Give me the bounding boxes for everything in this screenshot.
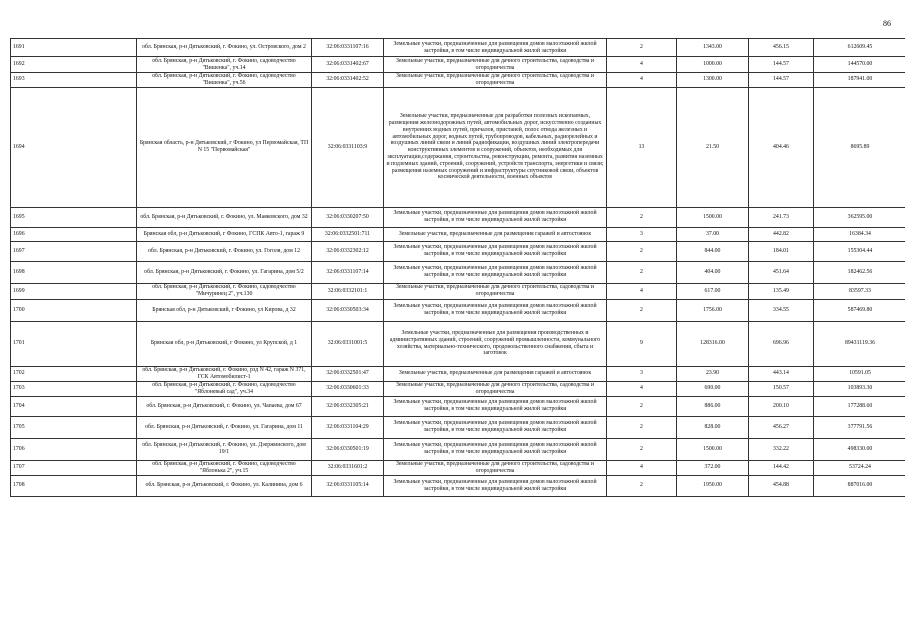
cell-specific-value: 404.46 — [749, 87, 814, 207]
table-row — [11, 73, 905, 88]
cell-permitted-use: Земельные участки, предназначенные для размещения домов малоэтажной жилой застройки, в том числе индивидуальной жилой застройки — [384, 438, 607, 460]
table-row — [11, 39, 905, 57]
table-row — [11, 381, 905, 396]
table-row — [11, 366, 905, 381]
cell-id: 1702 — [11, 366, 137, 381]
cell-category: 3 — [607, 227, 677, 241]
cell-cadastral-number: 32:06:0332501:47 — [312, 366, 384, 381]
cell-id: 1703 — [11, 381, 137, 396]
cell-permitted-use: Земельные участки, предназначенные для дачного строительства, садоводства и огородничества — [384, 460, 607, 475]
cell-id: 1705 — [11, 416, 137, 438]
cell-cadastral-number: 32:06:0331105:14 — [312, 475, 384, 496]
cell-permitted-use: Земельные участки, предназначенные для размещения домов малоэтажной жилой застройки, в том числе индивидуальной жилой застройки — [384, 261, 607, 283]
cell-area: 128316.00 — [677, 321, 749, 366]
cell-address: обл. Брянская, р-н Дятьковский, г. Фокино, садоводчество "Вишенка", уч.56 — [137, 73, 312, 88]
cell-permitted-use: Земельные участки, предназначенные для размещения домов малоэтажной жилой застройки, в том числе индивидуальной жилой застройки — [384, 241, 607, 261]
cell-permitted-use: Земельные участки, предназначенные для размещения домов малоэтажной жилой застройки, в том числе индивидуальной жилой застройки — [384, 475, 607, 496]
cell-category: 2 — [607, 396, 677, 416]
table-row — [11, 396, 905, 416]
cell-id: 1692 — [11, 57, 137, 73]
cell-area: 21.50 — [677, 87, 749, 207]
cell-id: 1701 — [11, 321, 137, 366]
cell-specific-value: 184.01 — [749, 241, 814, 261]
cell-address: Брянская область, р-н Дятьковский, г Фокино, ул Первомайская, ТП N 15 "Первомайская" — [137, 87, 312, 207]
cell-area: 828.00 — [677, 416, 749, 438]
cell-area: 1756.00 — [677, 299, 749, 321]
cell-permitted-use: Земельные участки, предназначенные для размещения гаражей и автостоянок — [384, 366, 607, 381]
table-row — [11, 460, 905, 475]
table-row — [11, 207, 905, 227]
cell-address: обл. Брянская, р-н Дятьковский, г. Фокино, ул. Гоголя, дом 12 — [137, 241, 312, 261]
cell-cadastral-value: 587469.80 — [814, 299, 905, 321]
cell-area: 1000.00 — [677, 57, 749, 73]
cell-cadastral-number: 32:06:0331402:67 — [312, 57, 384, 73]
cell-id: 1700 — [11, 299, 137, 321]
cell-cadastral-value: 144570.00 — [814, 57, 905, 73]
cell-id: 1699 — [11, 283, 137, 299]
cell-cadastral-value: 10591.05 — [814, 366, 905, 381]
cell-permitted-use: Земельные участки, предназначенные для разработки полезных ископаемых, размещения железнодорожных путей, автомобильных дорог, искусственно созданных внутренних водных путей, причалов, пристаней, полос отвода железных и автомобильных дорог, водных путей, трубопроводов, кабельных, радиорелейных и воздушных линий связи и линий радиофикации, воздушных линий электропередачи конструктивных элементов и сооружений, объектов, необходимых для эксплуатации,содержания, строительства, реконструкции, ремонта, развития наземных и подземных зданий, строений, сооружений, устройств транспорта, энергетики и связи; размещения наземных сооружений и инфраструктуры спутниковой связи, объектов космической деятельности, военных объектов — [384, 87, 607, 207]
cell-cadastral-number: 32:06:0331601:2 — [312, 460, 384, 475]
table-row — [11, 57, 905, 73]
cell-cadastral-value: 103893.30 — [814, 381, 905, 396]
cell-address: обл. Брянская, р-н Дятьковский, г. Фокино, ул. Чапаева, дом 67 — [137, 396, 312, 416]
cell-category: 2 — [607, 39, 677, 57]
cell-cadastral-value: 53724.24 — [814, 460, 905, 475]
cell-area: 1500.00 — [677, 207, 749, 227]
cell-category: 3 — [607, 366, 677, 381]
cell-cadastral-number: 32:06:0330601:33 — [312, 381, 384, 396]
cell-specific-value: 442.82 — [749, 227, 814, 241]
cell-specific-value: 150.57 — [749, 381, 814, 396]
cell-address: Брянская обл, р-н Дятьковский, г Фокино, ул Крупской, д 1 — [137, 321, 312, 366]
cell-permitted-use: Земельные участки, предназначенные для размещения домов малоэтажной жилой застройки, в том числе индивидуальной жилой застройки — [384, 39, 607, 57]
cell-address: обл. Брянская, р-н Дятьковский, г. Фокино, рзд N 42, гараж N 371, ГСК Автомобилист-1 — [137, 366, 312, 381]
cell-area: 844.00 — [677, 241, 749, 261]
cell-permitted-use: Земельные участки, предназначенные для дачного строительства, садоводства и огородничества — [384, 381, 607, 396]
table-row — [11, 416, 905, 438]
cell-address: обл. Брянская, р-н Дятьковский, г. Фокино, ул. Гагарина, дом 11 — [137, 416, 312, 438]
cell-id: 1704 — [11, 396, 137, 416]
cell-id: 1691 — [11, 39, 137, 57]
cell-specific-value: 144.57 — [749, 57, 814, 73]
cell-cadastral-number: 32:06:0331104:29 — [312, 416, 384, 438]
cell-category: 2 — [607, 438, 677, 460]
cell-cadastral-number: 32:06:0331402:52 — [312, 73, 384, 88]
cell-cadastral-number: 32:06:0332101:1 — [312, 283, 384, 299]
cell-specific-value: 451.64 — [749, 261, 814, 283]
cell-id: 1708 — [11, 475, 137, 496]
cell-cadastral-number: 32:06:0330207:50 — [312, 207, 384, 227]
cell-specific-value: 456.27 — [749, 416, 814, 438]
cell-id: 1696 — [11, 227, 137, 241]
cell-category: 2 — [607, 261, 677, 283]
cell-permitted-use: Земельные участки, предназначенные для размещения домов малоэтажной жилой застройки, в том числе индивидуальной жилой застройки — [384, 416, 607, 438]
cell-area: 1500.00 — [677, 438, 749, 460]
cell-id: 1694 — [11, 87, 137, 207]
table-row — [11, 227, 905, 241]
cell-specific-value: 241.73 — [749, 207, 814, 227]
cell-cadastral-value: 498330.00 — [814, 438, 905, 460]
cell-category: 2 — [607, 207, 677, 227]
cell-cadastral-number: 32:06:0332302:12 — [312, 241, 384, 261]
cell-area: 690.00 — [677, 381, 749, 396]
cell-cadastral-value: 155304.44 — [814, 241, 905, 261]
cell-address: обл. Брянская, р-н Дятьковский, г. Фокино, садоводчество "Вишенка", уч.14 — [137, 57, 312, 73]
cell-address: обл. Брянская, р-н Дятьковский, г. Фокино, ул. Гагарина, дом 5/2 — [137, 261, 312, 283]
cell-category: 9 — [607, 321, 677, 366]
cell-cadastral-value: 83597.33 — [814, 283, 905, 299]
cell-cadastral-value: 89431119.36 — [814, 321, 905, 366]
page-number: 86 — [883, 19, 891, 28]
table-row — [11, 321, 905, 366]
cell-category: 4 — [607, 460, 677, 475]
cell-specific-value: 144.57 — [749, 73, 814, 88]
cell-cadastral-number: 32:06:0332305:21 — [312, 396, 384, 416]
cell-id: 1707 — [11, 460, 137, 475]
cell-permitted-use: Земельные участки, предназначенные для размещения домов малоэтажной жилой застройки, в том числе индивидуальной жилой застройки — [384, 396, 607, 416]
cell-id: 1695 — [11, 207, 137, 227]
cell-cadastral-number: 32:06:0331107:16 — [312, 39, 384, 57]
cell-cadastral-value: 182462.56 — [814, 261, 905, 283]
cell-cadastral-number: 32:06:0331107:14 — [312, 261, 384, 283]
cell-cadastral-value: 8695.89 — [814, 87, 905, 207]
table-row — [11, 475, 905, 496]
cell-specific-value: 200.10 — [749, 396, 814, 416]
table-row — [11, 87, 905, 207]
cell-address: Брянская обл, р-н Дятьковский, г Фокино, ул Кирова, д 32 — [137, 299, 312, 321]
cell-area: 404.00 — [677, 261, 749, 283]
cell-permitted-use: Земельные участки, предназначенные для размещения домов малоэтажной жилой застройки, в том числе индивидуальной жилой застройки — [384, 207, 607, 227]
cell-area: 37.00 — [677, 227, 749, 241]
cell-specific-value: 334.55 — [749, 299, 814, 321]
cell-specific-value: 456.15 — [749, 39, 814, 57]
cell-area: 617.00 — [677, 283, 749, 299]
cell-category: 2 — [607, 241, 677, 261]
cell-category: 2 — [607, 475, 677, 496]
cell-specific-value: 135.49 — [749, 283, 814, 299]
cell-cadastral-value: 887016.00 — [814, 475, 905, 496]
cell-specific-value: 696.96 — [749, 321, 814, 366]
cell-address: обл. Брянская, р-н Дятьковский, г. Фокино, ул. Дзержинского, дом 19/1 — [137, 438, 312, 460]
table-row — [11, 261, 905, 283]
cell-specific-value: 443.14 — [749, 366, 814, 381]
cell-address: обл. Брянская, р-н Дятьковский, г. Фокино, садоводчество "Мичуринец 2", уч.130 — [137, 283, 312, 299]
cell-cadastral-value: 16384.34 — [814, 227, 905, 241]
cell-permitted-use: Земельные участки, предназначенные для дачного строительства, садоводства и огородничества — [384, 73, 607, 88]
cell-address: обл. Брянская, р-н Дятьковский, г. Фокино, ул. Калинина, дом 6 — [137, 475, 312, 496]
table-row — [11, 241, 905, 261]
cell-area: 1950.00 — [677, 475, 749, 496]
cell-id: 1698 — [11, 261, 137, 283]
cell-area: 23.90 — [677, 366, 749, 381]
cell-category: 2 — [607, 299, 677, 321]
cell-cadastral-number: 32:06:0330503:34 — [312, 299, 384, 321]
cell-cadastral-value: 187941.00 — [814, 73, 905, 88]
cell-id: 1706 — [11, 438, 137, 460]
cell-category: 2 — [607, 416, 677, 438]
cell-specific-value: 144.42 — [749, 460, 814, 475]
cell-specific-value: 454.88 — [749, 475, 814, 496]
cell-cadastral-value: 377791.56 — [814, 416, 905, 438]
cell-id: 1697 — [11, 241, 137, 261]
cell-area: 1300.00 — [677, 73, 749, 88]
cell-area: 886.00 — [677, 396, 749, 416]
cell-cadastral-number: 32:06:0330501:19 — [312, 438, 384, 460]
cell-address: обл. Брянская, р-н Дятьковский, г. Фокино, ул. Островского, дом 2 — [137, 39, 312, 57]
cell-address: Брянская обл, р-н Дятьковский, г Фокино, ГСПК Авто-1, гараж 9 — [137, 227, 312, 241]
cell-address: обл. Брянская, р-н Дятьковский, г. Фокино, садоводчество "Яблонька 2", уч.15 — [137, 460, 312, 475]
cell-permitted-use: Земельные участки, предназначенные для размещения производственных и административных зданий, строений, сооружений промышленности, коммунального хозяйства, материально-технического, продовольственного снабжения, сбыта и заготовок — [384, 321, 607, 366]
cell-category: 4 — [607, 283, 677, 299]
cell-id: 1693 — [11, 73, 137, 88]
cell-area: 372.00 — [677, 460, 749, 475]
cell-permitted-use: Земельные участки, предназначенные для размещения гаражей и автостоянок — [384, 227, 607, 241]
cell-cadastral-value: 362595.00 — [814, 207, 905, 227]
cell-specific-value: 332.22 — [749, 438, 814, 460]
cell-area: 1343.00 — [677, 39, 749, 57]
cell-cadastral-number: 32:06:0332501:711 — [312, 227, 384, 241]
cell-cadastral-value: 177288.60 — [814, 396, 905, 416]
cell-permitted-use: Земельные участки, предназначенные для размещения домов малоэтажной жилой застройки, в том числе индивидуальной жилой застройки — [384, 299, 607, 321]
cell-category: 13 — [607, 87, 677, 207]
table-row — [11, 299, 905, 321]
cell-cadastral-number: 32:06:0331103:9 — [312, 87, 384, 207]
cell-cadastral-value: 612609.45 — [814, 39, 905, 57]
cell-category: 4 — [607, 381, 677, 396]
cell-permitted-use: Земельные участки, предназначенные для дачного строительства, садоводства и огородничества — [384, 57, 607, 73]
table-row — [11, 283, 905, 299]
cell-category: 4 — [607, 57, 677, 73]
cell-address: обл. Брянская, р-н Дятьковский, г. Фокино, ул. Маяковского, дом 32 — [137, 207, 312, 227]
cell-permitted-use: Земельные участки, предназначенные для дачного строительства, садоводства и огородничества — [384, 283, 607, 299]
cell-cadastral-number: 32:06:0331001:5 — [312, 321, 384, 366]
cell-address: обл. Брянская, р-н Дятьковский, г. Фокино, садоводчество "Яблоневый сад", уч.34 — [137, 381, 312, 396]
land-cadastre-table — [10, 38, 905, 497]
cell-category: 4 — [607, 73, 677, 88]
table-row — [11, 438, 905, 460]
